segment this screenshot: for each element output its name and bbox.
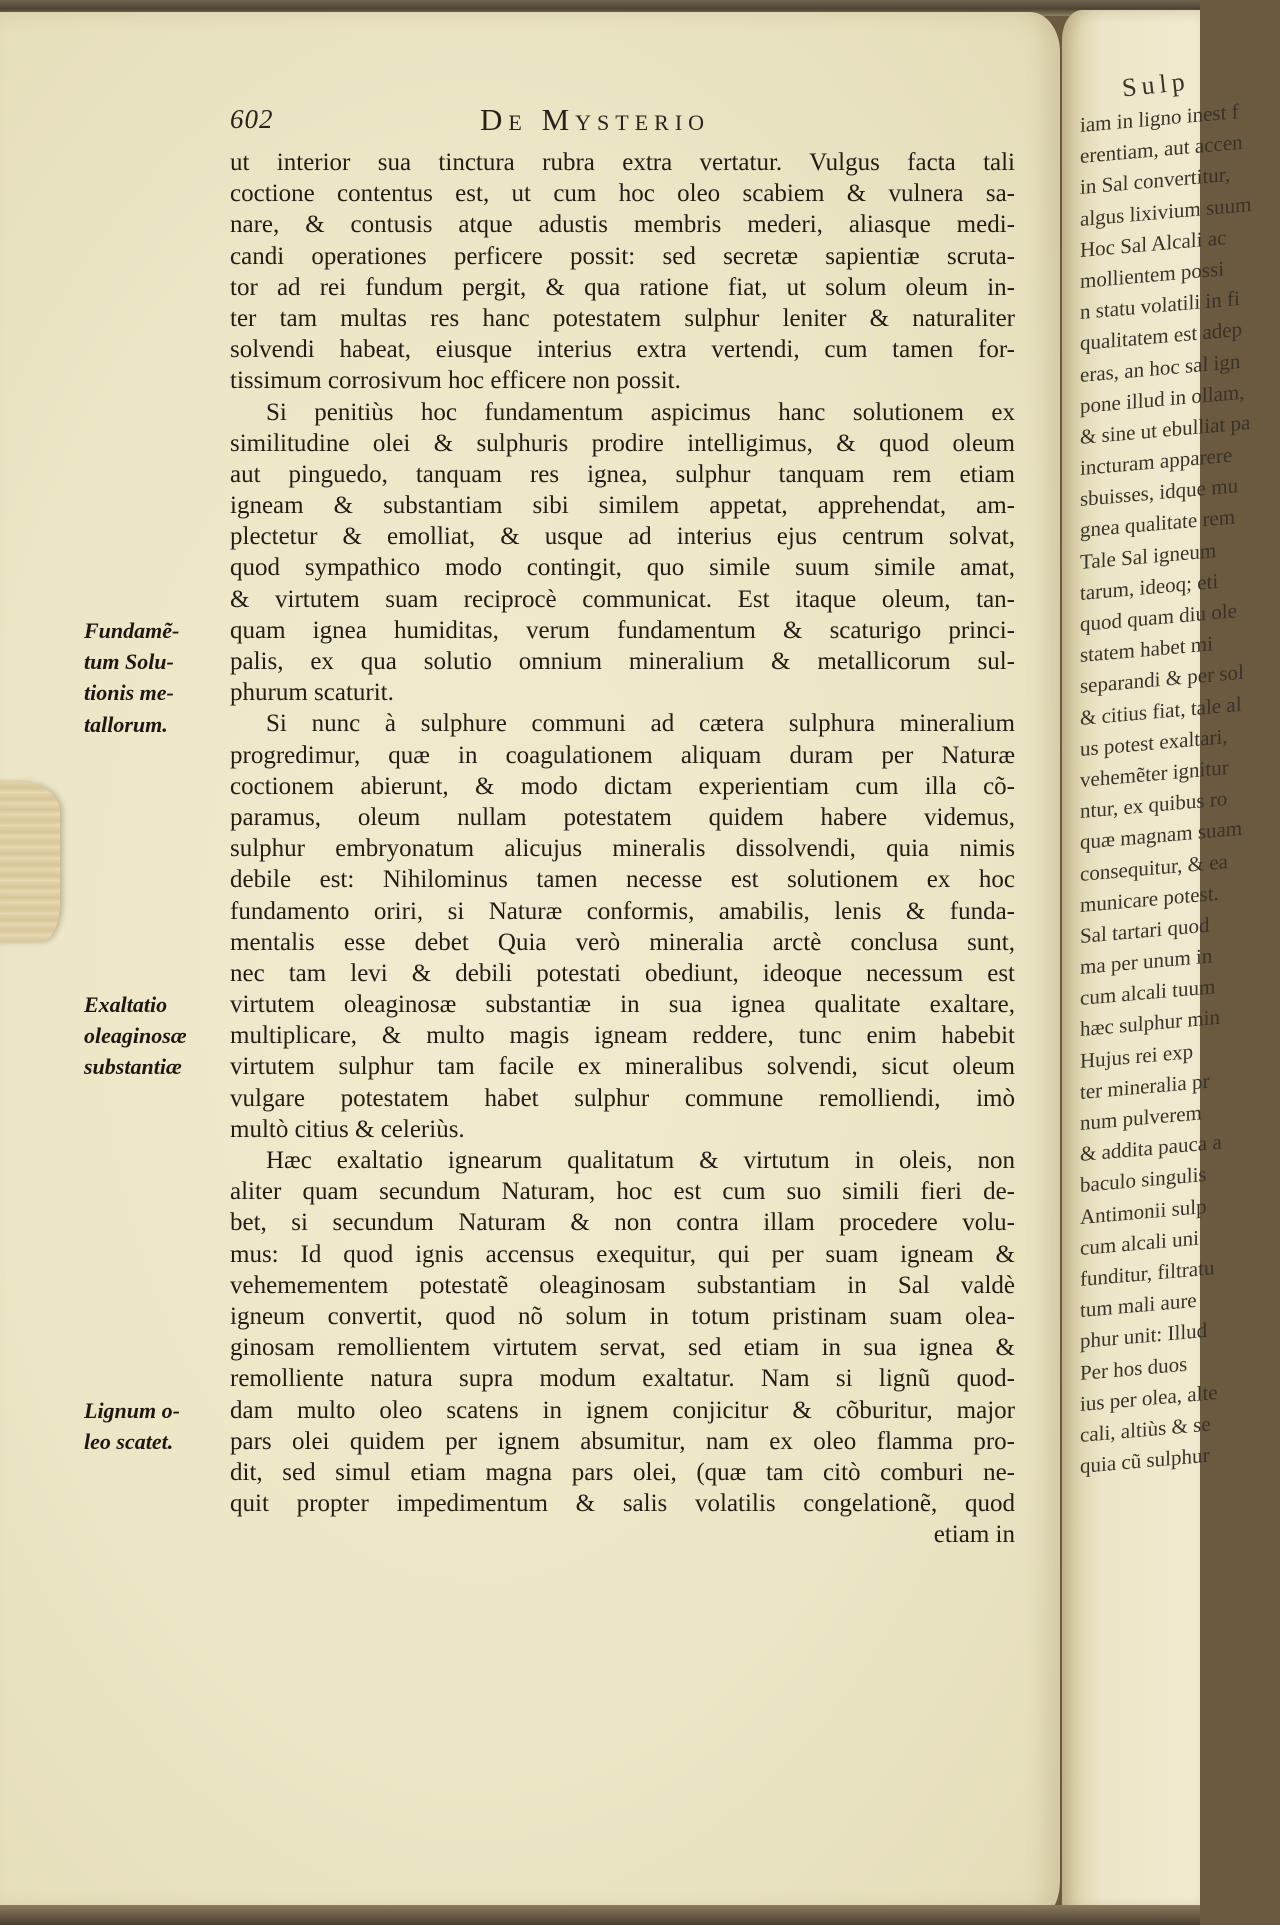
text-line: tor ad rei fundum pergit, & qua ratione fiat, ut solum oleum in-	[230, 273, 1015, 301]
text-line: virtutem sulphur tam facile ex mineralibus solvendi, sicut oleum	[230, 1053, 1015, 1081]
right-page-line: statem habet mi	[1080, 631, 1213, 668]
book-bottom-edge	[0, 1905, 1200, 1925]
text-line: dam multo oleo scatens in ignem conjicitur & cõburitur, major	[230, 1396, 1015, 1424]
right-page-line: separandi & per sol	[1080, 660, 1244, 699]
running-title: De Mysterio	[480, 102, 711, 137]
text-line: Hæc exaltatio ignearum qualitatum & virtutum in oleis, non	[266, 1147, 1015, 1174]
text-line: multò citius & celeriùs.	[230, 1115, 465, 1143]
right-page-line: tarum, ideoq; eti	[1080, 568, 1219, 605]
text-line: paramus, oleum nullam potestatem quidem habere videmus,	[230, 803, 1015, 831]
right-page-line: hæc sulphur min	[1080, 1005, 1220, 1042]
right-page-line: algus lixivium suum	[1080, 191, 1252, 231]
text-line: nare, & contusis atque adustis membris mederi, aliasque medi-	[230, 211, 1015, 239]
right-page-line: qualitatem est adep	[1080, 317, 1243, 356]
right-page-line: quod quam diu ole	[1080, 598, 1237, 636]
text-line: igneam & substantiam sibi similem appetat, apprehendat, am-	[230, 492, 1015, 520]
right-page-line: Antimonii sulp	[1080, 1193, 1207, 1229]
right-page-line: cali, altiùs & se	[1080, 1411, 1211, 1447]
right-page-line: phur unit: Illud	[1080, 1318, 1208, 1354]
text-line: mus: Id quod ignis accensus exequitur, qui per suam igneam &	[230, 1240, 1015, 1268]
text-line: candi operationes perficere possit: sed secretæ sapientiæ scruta-	[230, 242, 1015, 270]
right-page-line: ius per olea, alte	[1080, 1379, 1218, 1416]
text-line: Si nunc à sulphure communi ad cætera sulphura mineralium	[266, 710, 1015, 738]
right-page-line: municare potest.	[1080, 880, 1219, 917]
marginal-note-line: tallorum.	[84, 711, 168, 737]
text-line: ut interior sua tinctura rubra extra vertatur. Vulgus facta tali	[230, 149, 1015, 176]
right-page-line: ter mineralia pr	[1080, 1068, 1210, 1104]
text-line: aliter quam secundum Naturam, hoc est cum suo simili fieri de-	[230, 1178, 1015, 1206]
right-running-title: Sulp	[1120, 66, 1191, 103]
text-line: fundamento oriri, si Naturæ conformis, amabilis, lenis & funda-	[230, 897, 1015, 925]
text-line: coctionem abierunt, & modo dictam experientiam cum illa cõ-	[230, 772, 1015, 800]
right-page-line: eras, an hoc sal ign	[1080, 348, 1241, 387]
text-line: vehemementem potestatẽ oleaginosam substantiam in Sal valdè	[230, 1271, 1015, 1299]
right-page-line: quæ magnam suam	[1080, 816, 1243, 855]
right-page-line: & addita pauca a	[1080, 1129, 1222, 1167]
text-line: & virtutem suam reciprocè communicat. Est itaque oleum, tan-	[230, 585, 1015, 613]
right-page-line: incturam apparere	[1080, 442, 1233, 481]
page-number: 602	[230, 104, 274, 134]
right-page-line: consequitur, & ea	[1080, 848, 1228, 886]
right-page-line: erentiam, aut accen	[1080, 129, 1243, 169]
right-page-line: num pulverem	[1080, 1100, 1202, 1135]
right-page-line: us potest exaltari,	[1080, 723, 1228, 761]
text-line: pars olei quidem per ignem absumitur, nam ex oleo flamma pro-	[230, 1427, 1015, 1455]
right-page-edge	[1062, 10, 1252, 1910]
text-line: plectetur & emolliat, & usque ad interius ejus centrum solvat,	[230, 523, 1015, 551]
marginal-note-exaltatio	[84, 989, 224, 1083]
right-page-line: vehemẽter ignitur	[1080, 754, 1229, 792]
marginal-note-line: leo scatet.	[84, 1429, 174, 1455]
text-line: nec tam levi & debili potestati obediunt, ideoque necessum est	[230, 959, 1015, 987]
right-page-line: quia cũ sulphur	[1080, 1442, 1210, 1479]
text-line: solvendi habeat, eiusque interius extra vertendi, cum tamen for-	[230, 336, 1015, 364]
right-page-line: mollientem possi	[1080, 256, 1225, 293]
text-line: mentalis esse debet Quia verò mineralia arctè conclusa sunt,	[230, 928, 1015, 956]
text-line: quit propter impedimentum & salis volatilis congelationẽ, quod	[230, 1490, 1015, 1518]
right-page-line: ma per unum in	[1080, 943, 1213, 980]
text-line: Si penitiùs hoc fundamentum aspicimus hanc solutionem ex	[266, 398, 1015, 426]
right-page-line: baculo singulis	[1080, 1162, 1207, 1198]
right-page-line: Tale Sal igneum	[1080, 537, 1217, 574]
right-page-line: in Sal convertitur,	[1080, 162, 1231, 200]
catchword: etiam in	[933, 1521, 1015, 1549]
right-page-line: pone illud in ollam,	[1080, 379, 1245, 418]
text-line: ter tam multas res hanc potestatem sulphur leniter & naturaliter	[230, 304, 1015, 332]
text-line: aut pinguedo, tanquam res ignea, sulphur tanquam rem etiam	[230, 460, 1015, 488]
right-page-line: cum alcali tuum	[1080, 974, 1216, 1011]
text-line: dit, sed simul etiam magna pars olei, (quæ tam citò comburi ne-	[230, 1458, 1015, 1486]
right-page-line: & sine ut ebulliat pa	[1080, 409, 1251, 449]
left-page	[0, 12, 1060, 1910]
right-page-line: funditur, filtratu	[1080, 1255, 1215, 1291]
marginal-note-line: Exaltatio	[84, 992, 168, 1017]
marginal-note-lignum	[84, 1395, 224, 1457]
right-page-line: gnea qualitate rem	[1080, 504, 1236, 543]
text-line: multiplicare, & multo magis igneam reddere, tunc enim habebit	[230, 1022, 1015, 1050]
text-line: vulgare potestatem habet sulphur commune remolliendi, imò	[230, 1084, 1015, 1112]
text-line: coctione contentus est, ut cum hoc oleo scabiem & vulnera sa-	[230, 180, 1015, 208]
text-line: remolliente natura supra modum exaltatur. Nam si lignũ quod-	[230, 1365, 1015, 1393]
marginal-note-line: Fundamẽ-	[84, 618, 180, 643]
body-text	[230, 147, 1015, 1550]
text-line: tissimum corrosivum hoc efficere non possit.	[230, 367, 681, 395]
right-page-text	[1080, 99, 1280, 1482]
marginal-note-line: substantiæ	[84, 1054, 182, 1080]
text-line: debile est: Nihilominus tamen necesse est solutionem ex hoc	[230, 866, 1015, 894]
bookmark-paper-scrap	[0, 782, 60, 942]
marginal-note-line: tionis me-	[84, 680, 174, 706]
text-line: ginosam remollientem virtutem servat, sed etiam in sua ignea &	[230, 1334, 1015, 1362]
marginal-note-fundamentum	[84, 615, 224, 740]
right-page-line: tum mali aure	[1080, 1287, 1197, 1323]
right-page-line: & citius fiat, tale al	[1080, 691, 1242, 730]
marginal-note-line: oleaginosæ	[84, 1023, 187, 1049]
right-page-line: cum alcali uni	[1080, 1225, 1199, 1260]
right-page-line: Hujus rei exp	[1080, 1038, 1194, 1073]
right-page-line: sbuisses, idque mu	[1080, 473, 1239, 512]
right-page-line: Per hos duos	[1080, 1351, 1188, 1385]
running-head	[230, 104, 1020, 144]
marginal-note-line: tum Solu-	[84, 649, 174, 675]
text-line: bet, si secundum Naturam & non contra illam procedere volu-	[230, 1209, 1015, 1237]
text-line: quam ignea humiditas, verum fundamentum & scaturigo princi-	[230, 616, 1015, 644]
text-line: progredimur, quæ in coagulationem aliquam duram per Naturæ	[230, 741, 1015, 769]
right-page-line: iam in ligno inest f	[1080, 99, 1239, 137]
text-line: quod sympathico modo contingit, quo simile suum simile amat,	[230, 554, 1015, 582]
text-line: virtutem oleaginosæ substantiæ in sua ignea qualitate exaltare,	[230, 991, 1015, 1019]
right-page-line: ntur, ex quibus ro	[1080, 786, 1228, 824]
right-page-line: Hoc Sal Alcali ac	[1080, 224, 1227, 262]
text-line: phurum scaturit.	[230, 679, 394, 707]
right-page-line: n statu volatili in fi	[1080, 286, 1240, 325]
text-line: palis, ex qua solutio omnium mineralium & metallicorum sul-	[230, 648, 1015, 675]
text-line: sulphur embryonatum alicujus mineralis dissolvendi, quia nimis	[230, 835, 1015, 863]
right-page-line: Sal tartari quod	[1080, 912, 1210, 948]
text-line: similitudine olei & sulphuris prodire intelligimus, & quod oleum	[230, 429, 1015, 457]
marginal-note-line: Lignum o-	[84, 1398, 180, 1423]
text-line: igneum convertit, quod nõ solum in totum pristinam suam olea-	[230, 1302, 1015, 1330]
